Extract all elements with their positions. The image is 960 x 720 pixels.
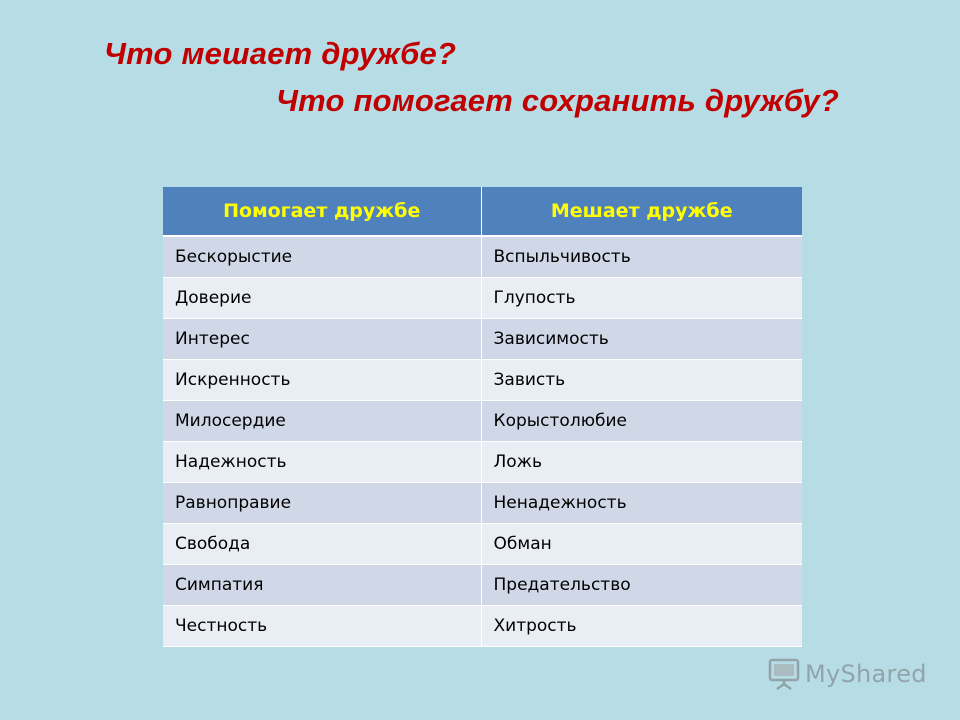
helps-cell: Свобода: [163, 524, 481, 565]
header-helps-friendship: Помогает дружбе: [163, 187, 481, 236]
table-row: [163, 401, 802, 442]
hinders-cell: Зависимость: [481, 319, 802, 360]
header-hinders-friendship: Мешает дружбе: [481, 187, 802, 236]
slide-title-line-1: Что мешает дружбе?: [104, 36, 457, 71]
table-header-row: [163, 187, 802, 236]
helps-cell: Надежность: [163, 442, 481, 483]
helps-cell: Равноправие: [163, 483, 481, 524]
hinders-cell: Предательство: [481, 565, 802, 606]
hinders-cell: Глупость: [481, 278, 802, 319]
hinders-cell: Корыстолюбие: [481, 401, 802, 442]
slide-title-line-2: Что помогает сохранить дружбу?: [276, 83, 839, 118]
table-row: [163, 278, 802, 319]
hinders-cell: Вспыльчивость: [481, 236, 802, 278]
helps-cell: Доверие: [163, 278, 481, 319]
presentation-board-icon: [767, 657, 801, 691]
hinders-cell: Ненадежность: [481, 483, 802, 524]
helps-cell: Симпатия: [163, 565, 481, 606]
helps-cell: Искренность: [163, 360, 481, 401]
table-row: [163, 442, 802, 483]
table-row: [163, 565, 802, 606]
hinders-cell: Хитрость: [481, 606, 802, 647]
table-row: [163, 483, 802, 524]
table-row: [163, 360, 802, 401]
hinders-cell: Зависть: [481, 360, 802, 401]
table-row: [163, 606, 802, 647]
friendship-table: [163, 187, 802, 647]
table-row: [163, 236, 802, 278]
helps-cell: Бескорыстие: [163, 236, 481, 278]
helps-cell: Честность: [163, 606, 481, 647]
hinders-cell: Ложь: [481, 442, 802, 483]
watermark-text: MyShared: [805, 660, 927, 688]
helps-cell: Милосердие: [163, 401, 481, 442]
hinders-cell: Обман: [481, 524, 802, 565]
table-row: [163, 524, 802, 565]
helps-cell: Интерес: [163, 319, 481, 360]
watermark-logo: [767, 656, 927, 692]
table-row: [163, 319, 802, 360]
